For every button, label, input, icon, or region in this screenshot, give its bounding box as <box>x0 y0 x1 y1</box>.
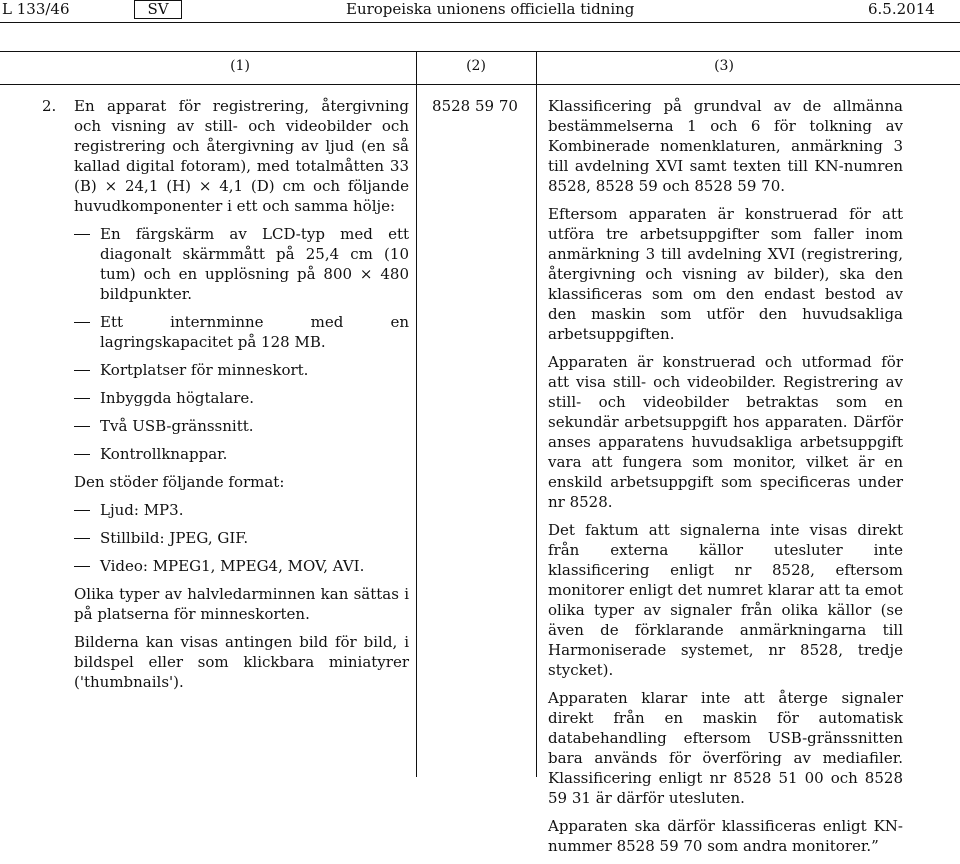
reason-paragraph: Apparaten är konstruerad och utformad för att visa still- och videobilder. Registrering av still- och videobilder betraktas som en sekundär arbetsuppgift hos apparaten. Därför anses apparatens huvudsakliga arbetsuppgift vara att fungera som monitor, vilket är en enskild arbetsuppgift som specificeras under nr 8528. <box>548 353 903 511</box>
memory-paragraph: Olika typer av halvledarminnen kan sättas i på platserna för minneskorten. <box>74 585 409 623</box>
language-badge: SV <box>134 0 182 19</box>
reason-paragraph: Eftersom apparaten är konstruerad för att utföra tre arbetsuppgifter som faller inom anmärkning 3 till avdelning XVI (registrering, återgivning och visning av bilder), ska den klassificeras som om den endast bestod av den maskin som utför den huvudsakliga arbetsuppgiften. <box>548 205 903 343</box>
component-item: Kontrollknappar. <box>74 444 409 464</box>
component-item: Kortplatser för minneskort. <box>74 360 409 380</box>
item-number: 2. <box>42 97 57 115</box>
publication-date: 6.5.2014 <box>868 0 935 18</box>
header-rule <box>0 22 960 23</box>
display-paragraph: Bilderna kan visas antingen bild för bild, i bildspel eller som klickbara miniatyrer ('thumbnails'). <box>74 633 409 691</box>
table-header-rule <box>0 84 960 85</box>
formats-intro: Den stöder följande format: <box>74 473 285 491</box>
column-divider-2 <box>536 52 537 777</box>
column-header-1: (1) <box>230 58 250 74</box>
table-top-rule <box>0 51 960 52</box>
intro-text: En apparat för registrering, återgivning och visning av still- och videobilder och registrering och återgivning av ljud (en så kallad digital fotoram), med totalmåtten 33 (B) × 24,1 (H) × 4,1 (D) cm och följande huvudkomponenter i ett och samma hölje: <box>74 97 409 215</box>
component-item: Inbyggda högtalare. <box>74 388 409 408</box>
component-item: En färgskärm av LCD-typ med ett diagonalt skärmmått på 25,4 cm (10 tum) och en upplösning på 800 × 480 bildpunkter. <box>74 224 409 304</box>
page-number: L 133/46 <box>2 0 70 18</box>
cn-code: 8528 59 70 <box>432 97 518 115</box>
page-header <box>0 0 960 22</box>
reason-paragraph: Det faktum att signalerna inte visas direkt från externa källor utesluter inte klassificering enligt nr 8528, eftersom monitorer enligt det numret klarar att ta emot olika typer av signaler från olika källor (se även de förklarande anmärkningarna till Harmoniserade systemet, nr 8528, tredje stycket). <box>548 521 903 679</box>
column-header-3: (3) <box>714 58 734 74</box>
component-item: Två USB-gränssnitt. <box>74 416 409 436</box>
column-header-2: (2) <box>466 58 486 74</box>
reason-paragraph: Apparaten klarar inte att återge signaler direkt från en maskin för automatisk databehandling eftersom USB-gränssnitten bara används för överföring av mediafiler. Klassificering enligt nr 8528 51 00 och 8528 59 31 är därför utesluten. <box>548 689 903 807</box>
intro-paragraph <box>42 96 409 216</box>
format-item: Stillbild: JPEG, GIF. <box>74 528 409 548</box>
reason-paragraph: Apparaten ska därför klassificeras enligt KN-nummer 8528 59 70 som andra monitorer.” <box>548 817 903 855</box>
column-divider-1 <box>416 52 417 777</box>
reason-paragraph: Klassificering på grundval av de allmänna bestämmelserna 1 och 6 för tolkning av Kombinerade nomenklaturen, anmärkning 3 till avdelning XVI samt texten till KN-numren 8528, 8528 59 och 8528 59 70. <box>548 97 903 195</box>
component-item: Ett internminne med en lagringskapacitet på 128 MB. <box>74 312 409 352</box>
journal-title: Europeiska unionens officiella tidning <box>346 0 635 18</box>
classification-reasons <box>548 96 903 864</box>
goods-description <box>42 96 409 700</box>
format-item: Ljud: MP3. <box>74 500 409 520</box>
format-item: Video: MPEG1, MPEG4, MOV, AVI. <box>74 556 409 576</box>
